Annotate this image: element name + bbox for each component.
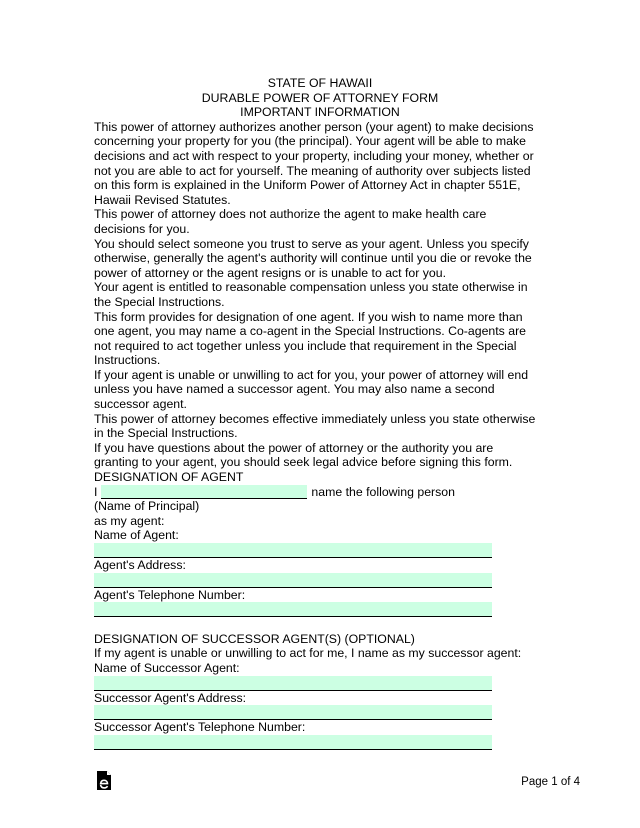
info-line: concerning your property for you (the principal). Your agent will be able to make (94, 134, 526, 149)
successor-agent-section (94, 632, 554, 750)
agent-address-field[interactable] (94, 573, 492, 588)
as-my-agent-text: as my agent: (94, 513, 165, 528)
successor-address-label: Successor Agent's Address: (94, 690, 247, 705)
successor-address-field[interactable] (94, 705, 492, 720)
agent-name-field[interactable] (94, 543, 492, 558)
agent-address-label: Agent's Address: (94, 558, 186, 572)
info-line: This power of attorney becomes effective immediately unless you state otherwise (94, 411, 536, 426)
info-line: on this form is explained in the Uniform Power of Attorney Act in chapter 551E, (94, 178, 521, 193)
title-form: DURABLE POWER OF ATTORNEY FORM (201, 90, 439, 105)
info-line: Hawaii Revised Statutes. (94, 192, 231, 207)
info-line: power of attorney or the agent resigns or is unable to act for you. (94, 265, 447, 280)
principal-line (94, 485, 554, 500)
info-line: Your agent is entitled to reasonable compensation unless you state otherwise in (94, 280, 528, 295)
page-number: Page 1 of 4 (521, 776, 580, 788)
principal-suffix: name the following person (311, 484, 455, 499)
successor-name-label: Name of Successor Agent: (94, 660, 240, 675)
important-information (94, 120, 554, 470)
agent-name-label: Name of Agent: (94, 528, 179, 543)
successor-phone-label: Successor Agent's Telephone Number: (94, 720, 306, 735)
info-line: unless you have named a successor agent. You may also name a second (94, 382, 495, 397)
info-line: This power of attorney does not authorize the agent to make health care (94, 207, 487, 222)
section-gap (94, 617, 640, 632)
info-line: This form provides for designation of one agent. If you wish to name more than (94, 309, 523, 324)
info-line: in the Special Instructions. (94, 426, 238, 441)
info-line: otherwise, generally the agent's authority will continue until you die or revoke the (94, 251, 532, 266)
info-line: decisions and act with respect to your property, including your money, whether or (94, 148, 534, 163)
designation-heading: DESIGNATION OF AGENT (94, 470, 244, 485)
info-line: the Special Instructions. (94, 294, 225, 309)
principal-prefix: I (94, 484, 98, 499)
title-state: STATE OF HAWAII (267, 76, 373, 90)
eforms-logo-icon (96, 771, 112, 791)
info-line: If you have questions about the power of attorney or the authority you are (94, 440, 494, 455)
successor-intro: If my agent is unable or unwilling to act for me, I name as my successor agent: (94, 646, 522, 661)
document-title (94, 76, 546, 120)
info-line: one agent, you may name a co-agent in the Special Instructions. Co-agents are (94, 324, 527, 339)
principal-caption: (Name of Principal) (94, 499, 200, 514)
successor-name-field[interactable] (94, 676, 492, 691)
agent-phone-label: Agent's Telephone Number: (94, 587, 246, 602)
principal-name-field[interactable] (101, 485, 307, 499)
info-line: This power of attorney authorizes another person (your agent) to make decisions (94, 119, 534, 134)
info-line: You should select someone you trust to serve as your agent. Unless you specify (94, 236, 529, 251)
info-line: decisions for you. (94, 221, 190, 236)
title-important-info: IMPORTANT INFORMATION (240, 105, 400, 120)
info-line: Instructions. (94, 353, 161, 368)
agent-phone-field[interactable] (94, 602, 492, 617)
designation-of-agent-section (94, 470, 554, 617)
successor-heading: DESIGNATION OF SUCCESSOR AGENT(S) (OPTIONAL) (94, 631, 415, 646)
info-line: not required to act together unless you include that requirement in the Special (94, 338, 517, 353)
info-line: not you are able to act for yourself. The meaning of authority over subjects listed (94, 163, 531, 178)
successor-phone-field[interactable] (94, 735, 492, 750)
info-line: If your agent is unable or unwilling to act for you, your power of attorney will end (94, 367, 529, 382)
info-line: granting to your agent, you should seek legal advice before signing this form. (94, 455, 513, 470)
info-line: successor agent. (94, 397, 187, 412)
